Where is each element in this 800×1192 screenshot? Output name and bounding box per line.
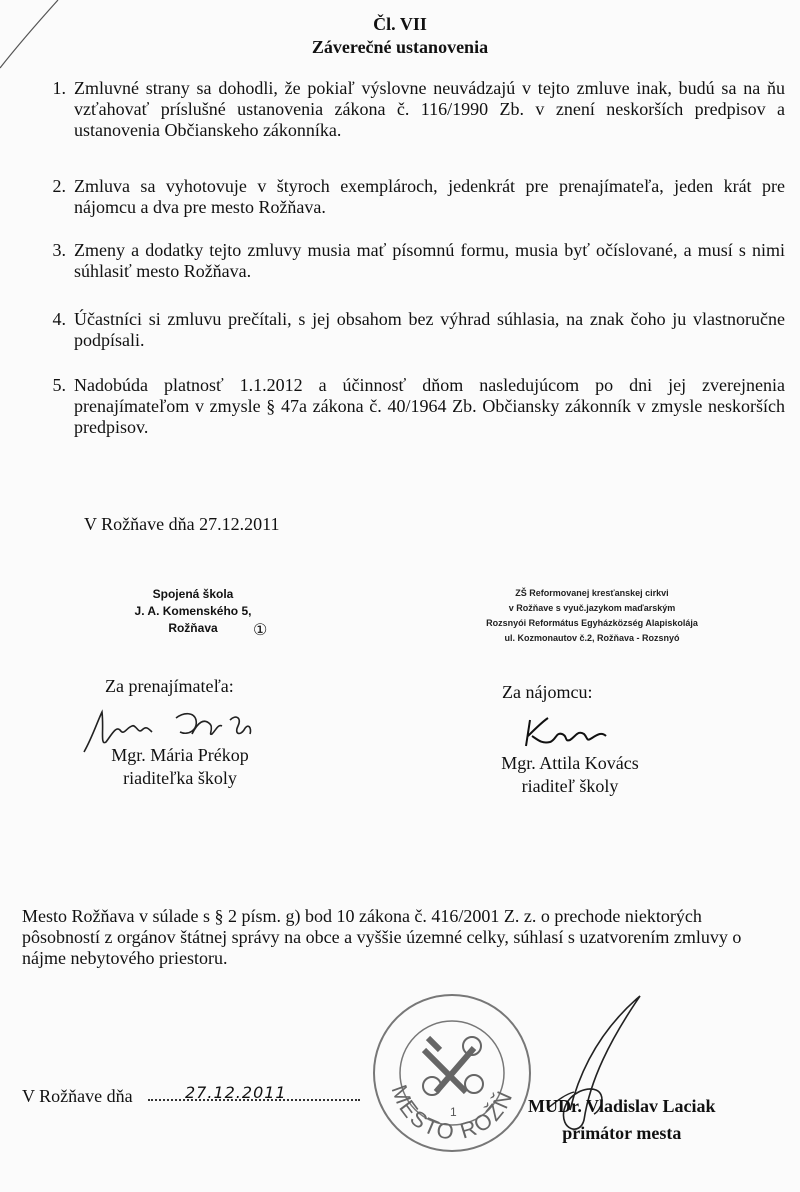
school-stamp-right xyxy=(472,586,712,646)
clause-text: Zmluvné strany sa dohodli, že pokiaľ výslovne neuvádzajú v tejto zmluve inak, budú sa na ňu vzťahovať príslušné ustanovenia zákona č. 116/1990 Zb. v znení neskorších predpisov a ustanovenia Občianskeho zákonníka. xyxy=(74,78,785,140)
stamp-line: ZŠ Reformovanej kresťanskej cirkvi xyxy=(515,588,669,598)
clause-2 xyxy=(30,176,785,218)
city-seal xyxy=(353,968,542,1163)
signer-name: Mgr. Attila Kovács xyxy=(501,753,639,773)
school-stamp-left xyxy=(118,586,268,637)
city-consent-paragraph: Mesto Rožňava v súlade s § 2 písm. g) bod 10 zákona č. 416/2001 Z. z. o prechode niektorých pôsobností z orgánov štátnej správy na obce a vyššie územné celky, súhlasí s uzatvorením zmluvy o nájme nebytového priestoru. xyxy=(22,906,742,968)
stamp-line: J. A. Komenského 5, xyxy=(134,604,252,618)
clause-4 xyxy=(30,309,785,351)
place-date: V Rožňave dňa 27.12.2011 xyxy=(84,514,280,534)
clause-3 xyxy=(30,240,785,282)
mayor-block xyxy=(528,1093,716,1147)
clause-5 xyxy=(30,375,785,438)
landlord-signer xyxy=(80,744,280,790)
landlord-label: Za prenajímateľa: xyxy=(105,676,234,696)
clause-text: Účastníci si zmluvu prečítali, s jej obsahom bez výhrad súhlasia, na znak čoho ju vlastnoručne podpísali. xyxy=(74,309,785,350)
tenant-signer xyxy=(470,752,670,798)
tenant-label: Za nájomcu: xyxy=(502,682,593,702)
svg-text:MESTO ROŽŇAVA xyxy=(354,968,518,1145)
seal-number: 1 xyxy=(450,1105,457,1119)
clause-number: 1. xyxy=(52,78,66,98)
final-date-label: V Rožňave dňa xyxy=(22,1086,133,1106)
stamp-line: ul. Kozmonautov č.2, Rožňava - Rozsnyó xyxy=(504,633,680,643)
stamp-line: Rožňava xyxy=(168,621,218,635)
clause-number: 3. xyxy=(52,240,66,260)
seal-text: MESTO ROŽŇAVA xyxy=(353,968,518,1145)
stamp-line: Rozsnyói Református Egyházközség Alapiskolája xyxy=(486,618,698,628)
stamp-line: Spojená škola xyxy=(152,587,234,601)
mayor-role: primátor mesta xyxy=(562,1123,682,1143)
clause-number: 2. xyxy=(52,176,66,196)
stamp-number-mark: ① xyxy=(253,622,268,639)
tenant-signature xyxy=(520,708,640,753)
article-number: Čl. VII xyxy=(373,14,427,34)
handwritten-date: 27.12.2011 xyxy=(185,1083,287,1102)
signer-name: Mgr. Mária Prékop xyxy=(111,745,249,765)
clause-number: 5. xyxy=(52,375,66,395)
clause-1 xyxy=(30,78,785,141)
article-title: Záverečné ustanovenia xyxy=(311,37,489,57)
clause-text: Zmeny a dodatky tejto zmluvy musia mať písomnú formu, musia byť očíslované, a musí s nimi súhlasiť mesto Rožňava. xyxy=(74,240,785,281)
scan-edge-line xyxy=(0,0,60,70)
clause-text: Zmluva sa vyhotovuje v štyroch exemplároch, jedenkrát pre prenajímateľa, jeden krát pre nájomcu a dva pre mesto Rožňava. xyxy=(74,176,785,217)
clause-number: 4. xyxy=(52,309,66,329)
clause-text: Nadobúda platnosť 1.1.2012 a účinnosť dňom nasledujúcom po dni jej zverejnenia prenajímateľom v zmysle § 47a zákona č. 40/1964 Zb. Občiansky zákonník v zmysle neskorších predpisov. xyxy=(74,375,785,437)
signer-role: riaditeľ školy xyxy=(521,776,619,796)
mayor-name: MUDr. Vladislav Laciak xyxy=(528,1096,716,1116)
signer-role: riaditeľka školy xyxy=(123,768,237,788)
stamp-line: v Rožňave s vyuč.jazykom maďarským xyxy=(508,603,676,613)
